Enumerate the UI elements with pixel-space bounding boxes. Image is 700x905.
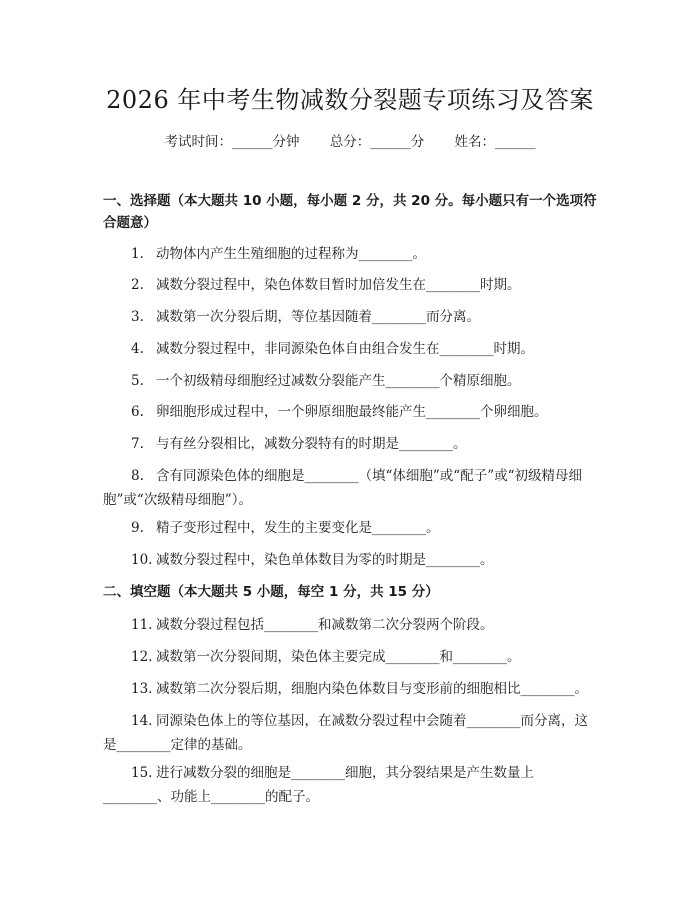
question-number: 14.: [131, 713, 153, 729]
question: [103, 761, 598, 809]
question-text: 减数分裂过程中，染色单体数目为零的时期是________。: [156, 552, 494, 568]
question-text: 精子变形过程中，发生的主要变化是________。: [156, 520, 440, 536]
question-number: 8.: [131, 468, 144, 484]
question-number: 9.: [131, 520, 144, 536]
section-header-fill: 二、填空题（本大题共 5 小题，每空 1 分，共 15 分）: [103, 584, 439, 600]
exam-score: 总分：______分: [329, 134, 425, 150]
question-text: 卵细胞形成过程中，一个卵原细胞最终能产生________个卵细胞。: [156, 404, 548, 420]
question-number: 5.: [131, 373, 144, 389]
exam-name: 姓名：______: [454, 134, 536, 150]
question-text: 减数分裂过程中，染色体数目暂时加倍发生在________时期。: [156, 277, 521, 293]
exam-time: 考试时间：______分钟: [164, 134, 300, 150]
question: [103, 273, 598, 297]
question: [103, 516, 598, 540]
question-number: 13.: [131, 681, 153, 697]
page-title: 2026 年中考生物减数分裂题专项练习及答案: [106, 86, 594, 114]
question-number: 4.: [131, 341, 144, 357]
question-number: 12.: [131, 649, 153, 665]
question: [103, 242, 598, 266]
question: [103, 369, 598, 393]
question-number: 10.: [131, 552, 153, 568]
question-number: 6.: [131, 404, 144, 420]
question: [103, 432, 598, 456]
question-number: 7.: [131, 436, 144, 452]
question: [103, 677, 598, 701]
question-text: 同源染色体上的等位基因，在减数分裂过程中会随着________而分离，这是________定律的基础。: [103, 713, 588, 753]
question-number: 3.: [131, 309, 144, 325]
question-text: 减数分裂过程包括________和减数第二次分裂两个阶段。: [156, 617, 494, 633]
question-text: 与有丝分裂相比，减数分裂特有的时期是________。: [156, 436, 467, 452]
question: [103, 464, 598, 512]
question: [103, 548, 598, 572]
section-header-choice: 一、选择题（本大题共 10 小题，每小题 2 分，共 20 分。每小题只有一个选项符合题意）: [103, 193, 597, 231]
question: [103, 337, 598, 361]
question: [103, 645, 598, 669]
question-number: 2.: [131, 277, 144, 293]
question-text: 减数第二次分裂后期，细胞内染色体数目与变形前的细胞相比________。: [156, 681, 588, 697]
question: [103, 709, 598, 757]
question-number: 15.: [131, 765, 153, 781]
question-number: 1.: [131, 246, 144, 262]
question: [103, 400, 598, 424]
question-text: 进行减数分裂的细胞是________细胞，其分裂结果是产生数量上________、功能上________的配子。: [103, 765, 534, 805]
question-text: 一个初级精母细胞经过减数分裂能产生________个精原细胞。: [156, 373, 521, 389]
question: [103, 613, 598, 637]
exam-meta: [0, 130, 700, 150]
question: [103, 305, 598, 329]
question-text: 减数分裂过程中，非同源染色体自由组合发生在________时期。: [156, 341, 534, 357]
question-text: 动物体内产生生殖细胞的过程称为________。: [156, 246, 426, 262]
question-text: 含有同源染色体的细胞是________（填“体细胞”或“配子”或“初级精母细胞”或“次级精母细胞”）。: [103, 468, 583, 508]
question-text: 减数第一次分裂后期，等位基因随着________而分离。: [156, 309, 480, 325]
question-text: 减数第一次分裂间期，染色体主要完成________和________。: [156, 649, 521, 665]
question-number: 11.: [131, 617, 153, 633]
